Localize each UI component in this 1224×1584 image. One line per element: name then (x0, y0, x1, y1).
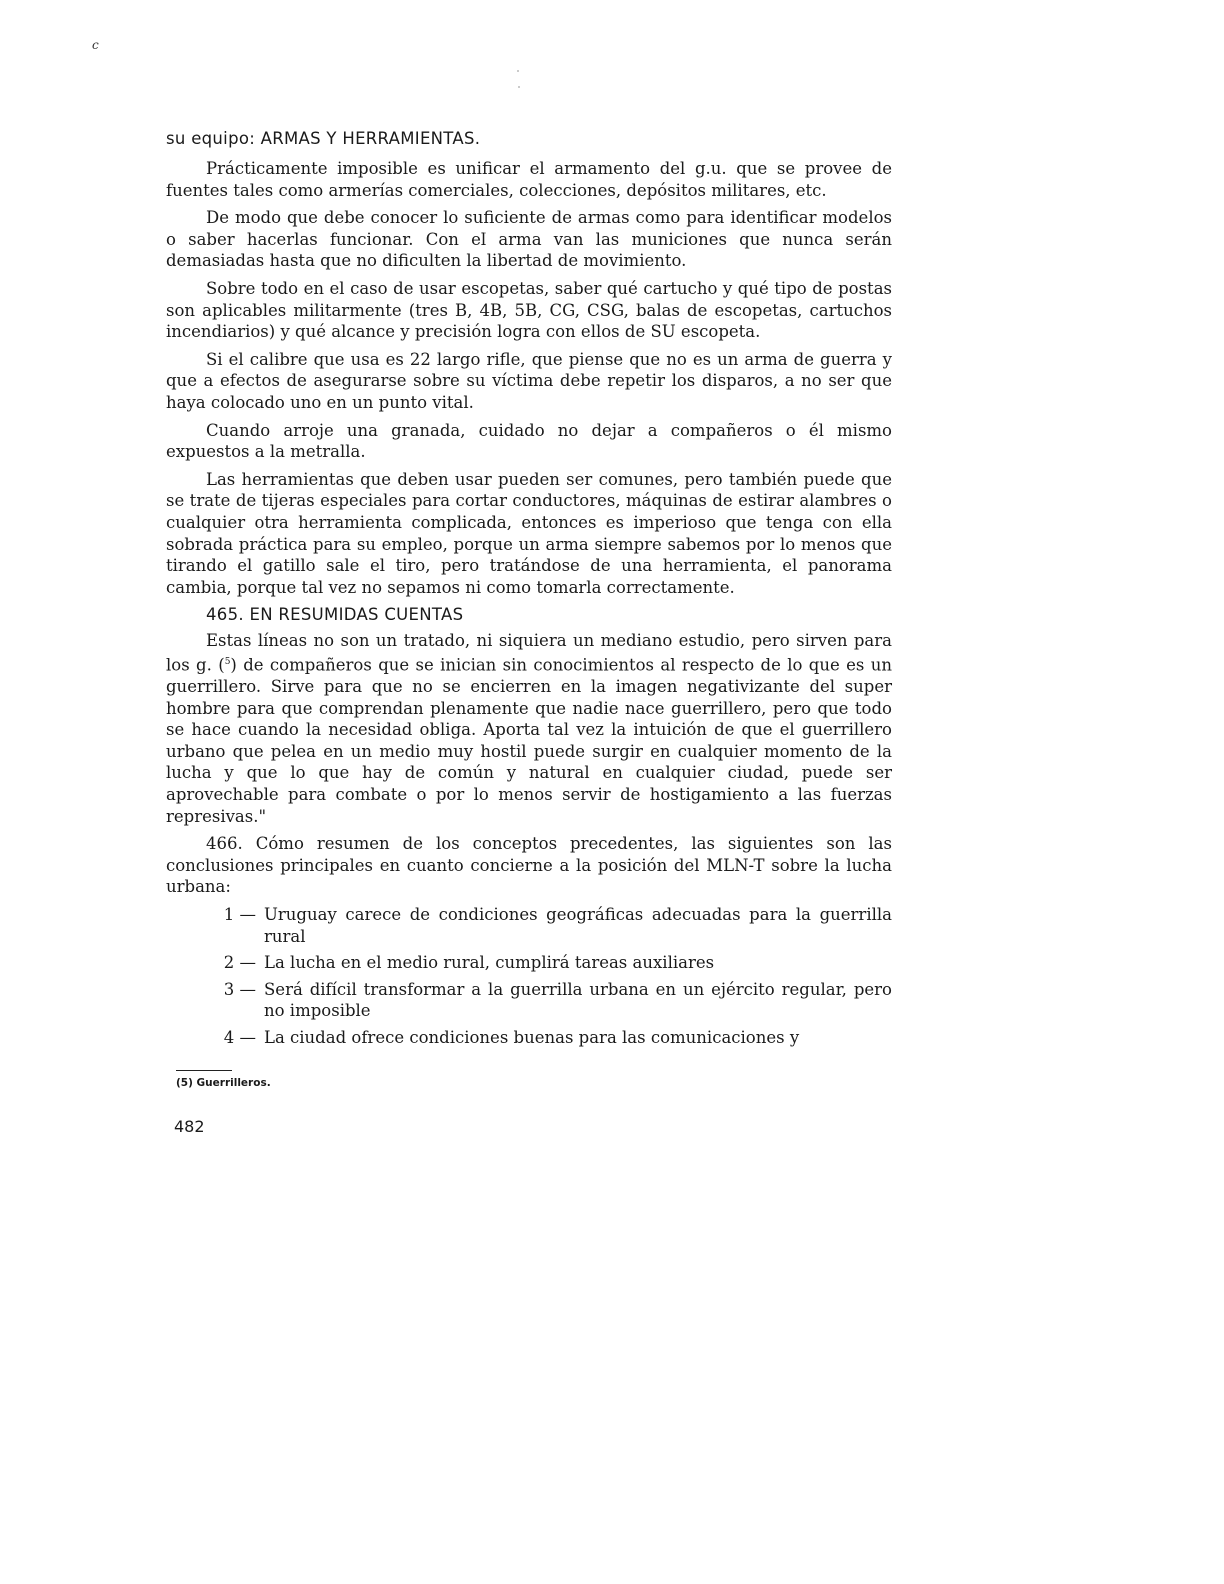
corner-mark: c (92, 38, 99, 52)
list-item-number: 4 — (223, 1027, 256, 1047)
list-item-number: 2 — (223, 953, 256, 973)
paragraph: Sobre todo en el caso de usar escopetas, saber qué cartucho y qué tipo de postas son aplicables militarmente (tres B, 4B, 5B, CG, CSG, balas de escopetas, cartuchos incendiarios) y qué alcance y precisión logra con ellos de SU escopeta. (166, 278, 892, 342)
list-item-text: Uruguay carece de condiciones geográficas adecuadas para la guerrilla rural (264, 904, 892, 946)
list-item (166, 904, 892, 947)
section-heading-line (166, 128, 892, 150)
section-465-text-after: ) de compañeros que se inician sin conocimientos al respecto de lo que es un guerrillero. Sirve para que no se encierren en la imagen negativizante del super hombre para que comprendan plenamente que nadie nace guerrillero, pero que todo se hace cuando la necesidad obliga. Aporta tal vez la intuición de que el guerrillero urbano que pelea en un medio muy hostil puede surgir en cualquier momento de la lucha y que lo que hay de común y natural en cualquier ciudad, puede ser aprovechable para combate o por lo menos servir de hostigamiento a las fuerzas represivas." (166, 655, 892, 826)
section-465-title: 465. EN RESUMIDAS CUENTAS (206, 605, 464, 625)
footnote-divider (176, 1070, 232, 1071)
heading-title: ARMAS Y HERRAMIENTAS. (260, 129, 481, 148)
list-item-text: La lucha en el medio rural, cumplirá tareas auxiliares (264, 953, 715, 973)
list-item (166, 979, 892, 1022)
paragraph: Prácticamente imposible es unificar el armamento del g.u. que se provee de fuentes tales como armerías comerciales, colecciones, depósitos militares, etc. (166, 159, 892, 200)
paragraph: Cuando arroje una granada, cuidado no dejar a compañeros o él mismo expuestos a la metralla. (166, 420, 892, 462)
heading-prefix: su equipo: (166, 129, 261, 148)
list-item-number: 1 — (223, 904, 256, 924)
list-item-text: Será difícil transformar a la guerrilla urbana en un ejército regular, pero no imposible (264, 979, 892, 1021)
footnote: (5) Guerrilleros. (176, 1077, 271, 1090)
page-content (166, 128, 892, 1136)
scan-speck (518, 86, 520, 88)
paragraph: Si el calibre que usa es 22 largo rifle, que piense que no es un arma de guerra y que a efectos de asegurarse sobre su víctima debe repetir los disparos, a no ser que haya colocado uno en un punto vital. (166, 349, 892, 412)
list-item-text: La ciudad ofrece condiciones buenas para las comunicaciones y (264, 1027, 800, 1047)
paragraph: Las herramientas que deben usar pueden ser comunes, pero también puede que se trate de tijeras especiales para cortar conductores, máquinas de estirar alambres o cualquier otra herramienta complicada, entonces es imperioso que tenga con ella sobrada práctica para su empleo, porque un arma siempre sabemos por lo menos que tirando el gatillo sale el tiro, pero tratándose de una herramienta, el panorama cambia, porque tal vez no sepamos ni como tomarla correctamente. (166, 469, 892, 597)
section-466-paragraph: 466. Cómo resumen de los conceptos precedentes, las siguientes son las conclusiones principales en cuanto concierne a la posición del MLN-T sobre la lucha urbana: (166, 834, 892, 897)
page-number: 482 (174, 1117, 205, 1137)
conclusions-list (166, 904, 892, 1049)
section-465-text-before: Estas líneas no son un tratado, ni siquiera un mediano estudio, pero sirven para los g. ( (166, 631, 892, 675)
scan-speck (517, 70, 519, 72)
list-item-number: 3 — (223, 979, 256, 999)
footnote-reference: 5 (224, 656, 231, 667)
paragraph: De modo que debe conocer lo suficiente de armas como para identificar modelos o saber hacerlas funcionar. Con el arma van las municiones que nunca serán demasiadas hasta que no dificulten la libertad de movimiento. (166, 208, 892, 271)
section-465-paragraph (166, 630, 892, 827)
list-item (166, 952, 892, 974)
list-item (166, 1027, 892, 1049)
